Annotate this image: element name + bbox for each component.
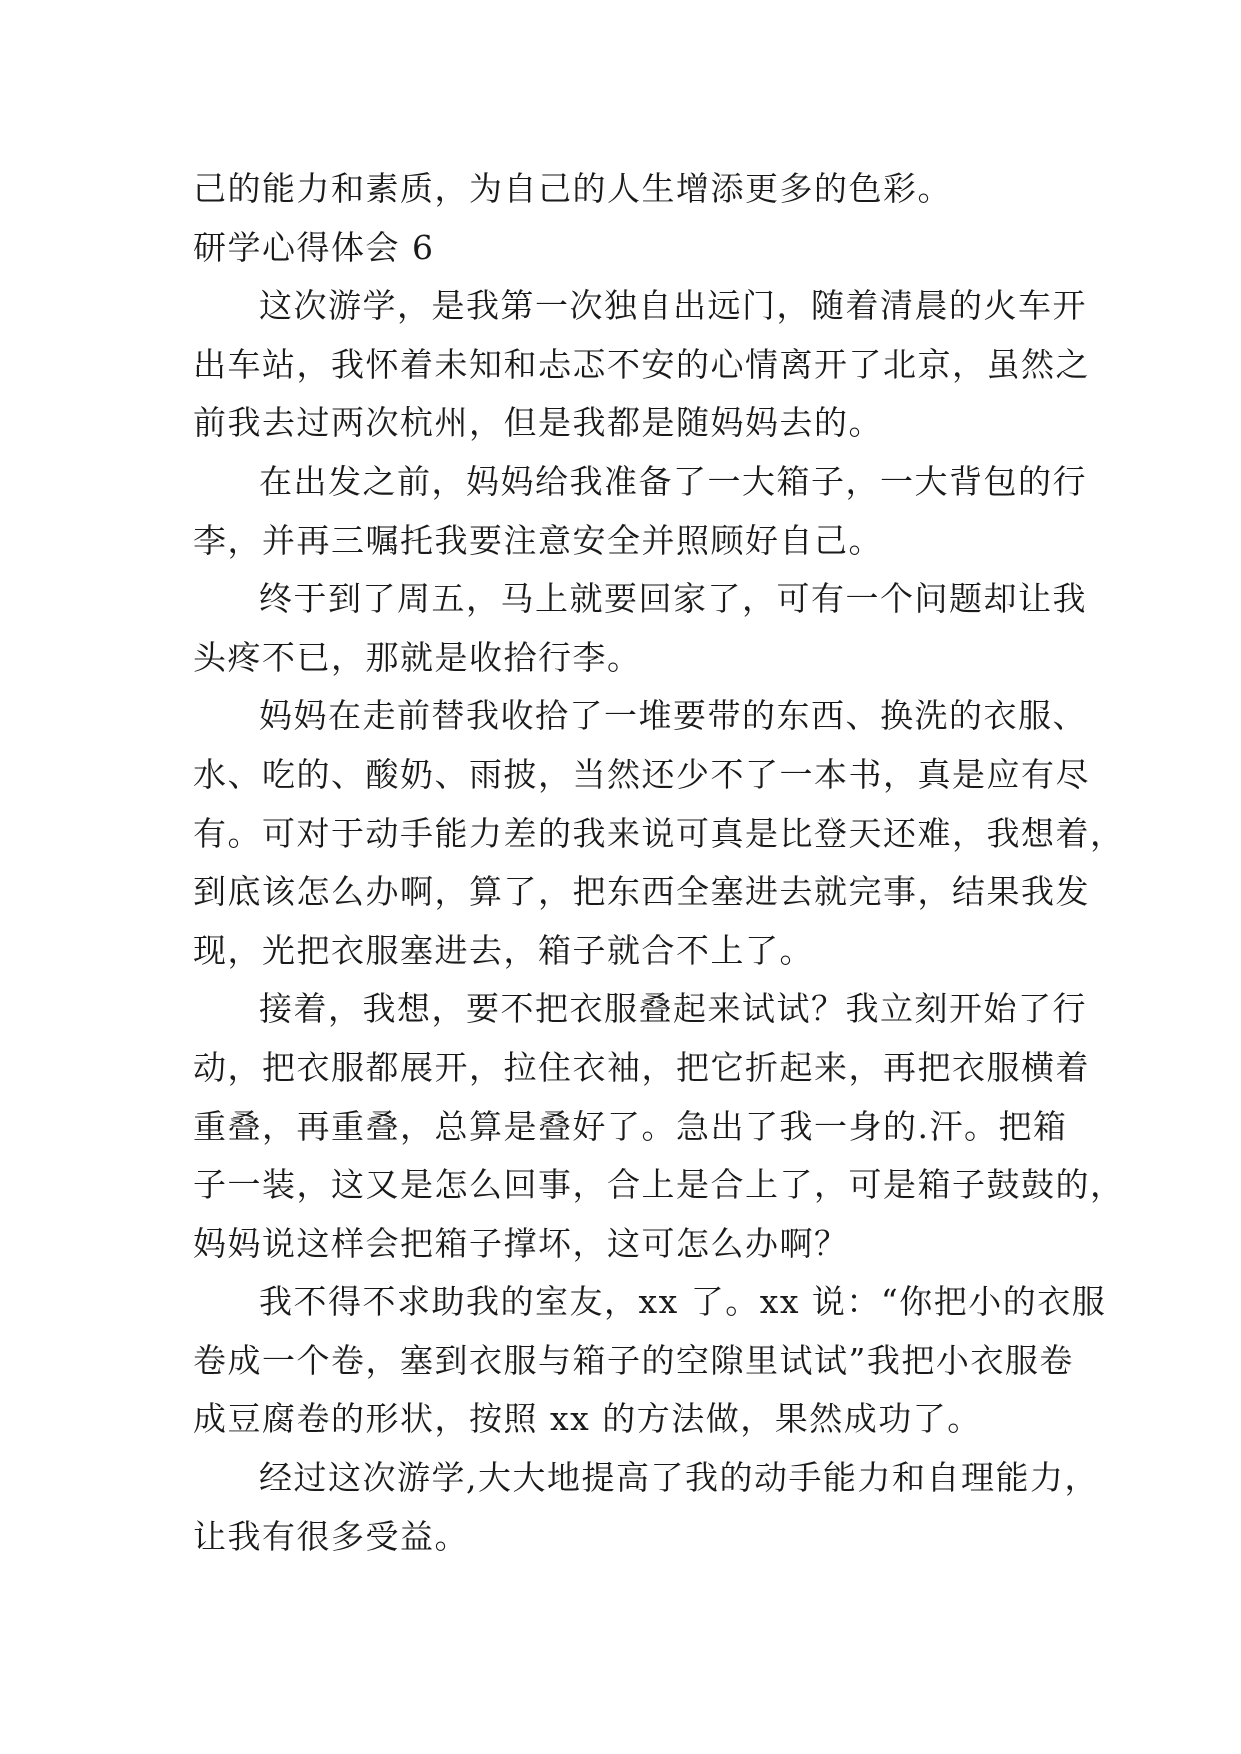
text-line: 卷成一个卷，塞到衣服与箱子的空隙里试试”我把小衣服卷 [193, 1340, 1074, 1380]
text-line: 接着，我想，要不把衣服叠起来试试？我立刻开始了行 [259, 989, 1087, 1029]
text-line: 头疼不已，那就是收拾行李。 [193, 637, 642, 677]
text-line: 经过这次游学,大大地提高了我的动手能力和自理能力， [259, 1458, 1099, 1498]
text-line: 现，光把衣服塞进去，箱子就合不上了。 [193, 930, 814, 970]
text-line: 动，把衣服都展开，拉住衣袖，把它折起来，再把衣服横着 [193, 1047, 1090, 1087]
text-line: 成豆腐卷的形状，按照 xx 的方法做，果然成功了。 [193, 1399, 982, 1439]
text-line: 妈妈说这样会把箱子撑坏，这可怎么办啊？ [193, 1223, 849, 1263]
text-line: 到底该怎么办啊，算了，把东西全塞进去就完事，结果我发 [193, 872, 1090, 912]
text-line: 终于到了周五，马上就要回家了，可有一个问题却让我 [259, 579, 1087, 619]
text-line: 这次游学，是我第一次独自出远门，随着清晨的火车开 [259, 286, 1087, 326]
text-line: 有。可对于动手能力差的我来说可真是比登天还难，我想着， [193, 813, 1125, 853]
text-line: 李，并再三嘱托我要注意安全并照顾好自己。 [193, 520, 883, 560]
text-line: 子一装，这又是怎么回事，合上是合上了，可是箱子鼓鼓的， [193, 1165, 1125, 1205]
text-line: 我不得不求助我的室友，xx 了。xx 说：“你把小的衣服 [259, 1282, 1107, 1322]
text-line: 重叠，再重叠，总算是叠好了。急出了我一身的.汗。把箱 [193, 1106, 1068, 1146]
text-line: 在出发之前，妈妈给我准备了一大箱子，一大背包的行 [259, 461, 1087, 501]
text-line: 前我去过两次杭州，但是我都是随妈妈去的。 [193, 403, 883, 443]
text-line: 让我有很多受益。 [193, 1516, 469, 1556]
text-line: 出车站，我怀着未知和忐忑不安的心情离开了北京，虽然之 [193, 344, 1090, 384]
text-line: 水、吃的、酸奶、雨披，当然还少不了一本书，真是应有尽 [193, 754, 1090, 794]
section-heading: 研学心得体会 6 [193, 227, 435, 267]
text-line: 己的能力和素质，为自己的人生增添更多的色彩。 [193, 169, 952, 208]
document-body [193, 160, 1125, 1566]
text-line: 妈妈在走前替我收拾了一堆要带的东西、换洗的衣服、 [259, 696, 1087, 736]
